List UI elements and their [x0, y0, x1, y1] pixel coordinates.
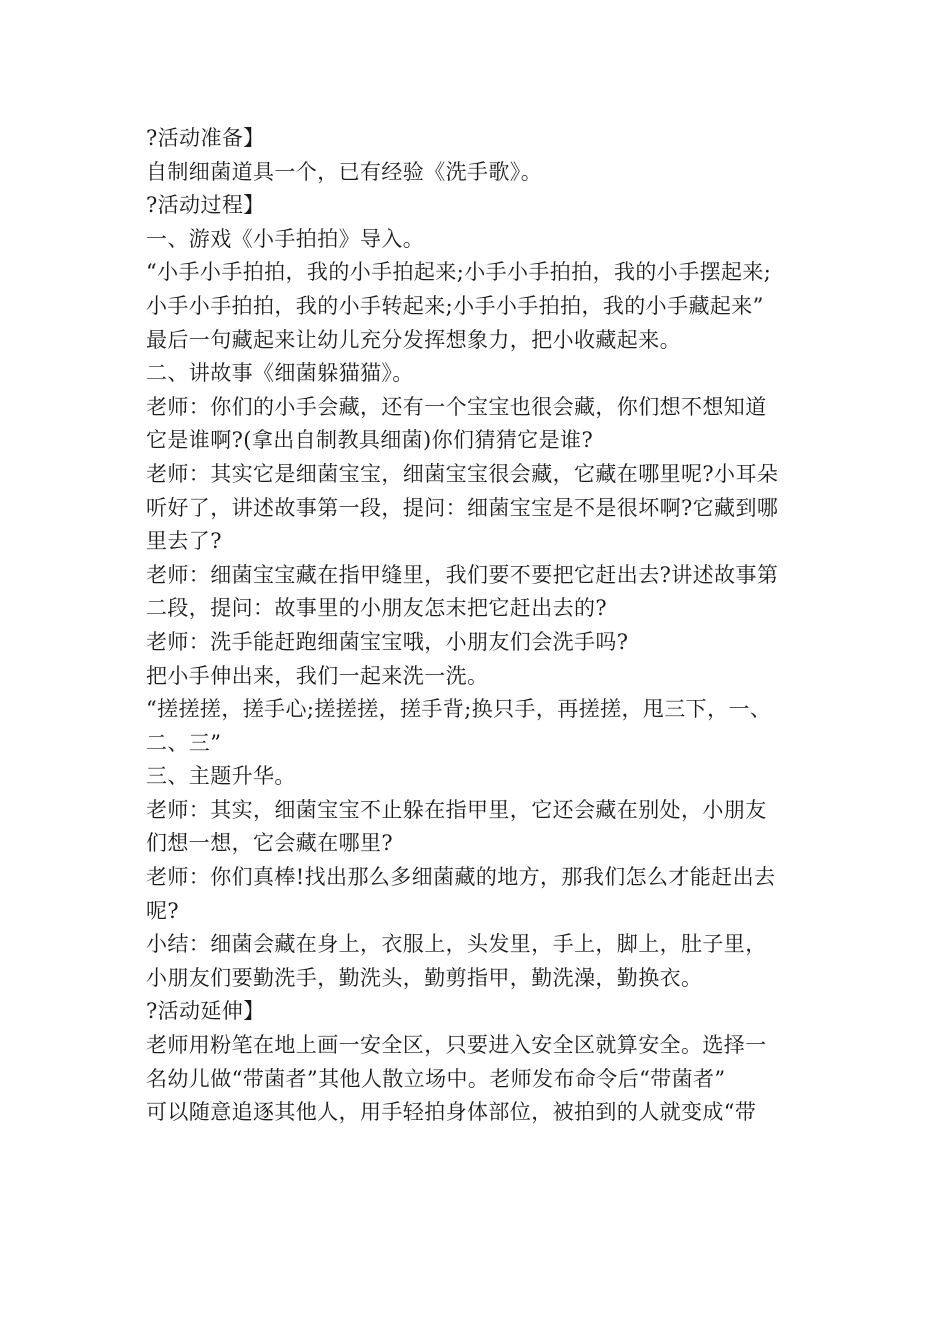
- paragraph-line: 们想一想，它会藏在哪里?: [146, 831, 394, 856]
- paragraph-line: 它是谁啊?(拿出自制教具细菌)你们猜猜它是谁?: [146, 428, 594, 453]
- paragraph-line: 把小手伸出来，我们一起来洗一洗。: [146, 663, 489, 688]
- paragraph-line: 二、三”: [146, 730, 222, 755]
- section-heading-process: ?活动过程】: [146, 193, 265, 218]
- paragraph-line: 三、主题升华。: [146, 764, 296, 789]
- paragraph-line: 老师用粉笔在地上画一安全区，只要进入安全区就算安全。选择一: [146, 1033, 767, 1058]
- paragraph-line: 老师：其实它是细菌宝宝，细菌宝宝很会藏，它藏在哪里呢?小耳朵: [146, 461, 779, 486]
- paragraph-line: 自制细菌道具一个，已有经验《洗手歌》。: [146, 159, 543, 184]
- paragraph-line: 名幼儿做“带菌者”其他人散立场中。老师发布命令后“带菌者”: [146, 1066, 726, 1091]
- paragraph-line: 老师：你们的小手会藏，还有一个宝宝也很会藏，你们想不想知道: [146, 394, 767, 419]
- paragraph-line: 二、讲故事《细菌躲猫猫》。: [146, 361, 414, 386]
- document-body: [146, 122, 836, 1130]
- section-heading-extension: ?活动延伸】: [146, 999, 265, 1024]
- section-heading-preparation: ?活动准备】: [146, 126, 265, 150]
- paragraph-line: 最后一句藏起来让幼儿充分发挥想象力，把小收藏起来。: [146, 327, 681, 352]
- paragraph-line: 小朋友们要勤洗手，勤洗头，勤剪指甲，勤洗澡，勤换衣。: [146, 965, 703, 990]
- paragraph-line: 小结：细菌会藏在身上，衣服上，头发里，手上，脚上，肚子里，: [146, 932, 767, 957]
- paragraph-line: 老师：你们真棒!找出那么多细菌藏的地方，那我们怎么才能赶出去: [146, 865, 776, 890]
- paragraph-line: 听好了，讲述故事第一段，提问：细菌宝宝是不是很坏啊?它藏到哪: [146, 495, 779, 520]
- paragraph-line: 二段，提问：故事里的小朋友怎末把它赶出去的?: [146, 596, 608, 621]
- paragraph-line: 小手小手拍拍，我的小手转起来;小手小手拍拍，我的小手藏起来”: [146, 293, 764, 318]
- paragraph-line: 一、游戏《小手拍拍》导入。: [146, 226, 425, 251]
- paragraph-line: 老师：洗手能赶跑细菌宝宝哦，小朋友们会洗手吗?: [146, 629, 629, 654]
- paragraph-line: 里去了?: [146, 529, 222, 554]
- paragraph-line: 可以随意追逐其他人，用手轻拍身体部位，被拍到的人就变成“带: [146, 1100, 757, 1125]
- paragraph-line: 呢?: [146, 898, 180, 923]
- paragraph-line: 老师：细菌宝宝藏在指甲缝里，我们要不要把它赶出去?讲述故事第: [146, 562, 779, 587]
- paragraph-line: “小手小手拍拍，我的小手拍起来;小手小手拍拍，我的小手摆起来;: [146, 260, 772, 285]
- paragraph-line: 老师：其实，细菌宝宝不止躲在指甲里，它还会藏在别处，小朋友: [146, 797, 767, 822]
- paragraph-line: “搓搓搓，搓手心;搓搓搓，搓手背;换只手，再搓搓，甩三下，一、: [146, 697, 772, 722]
